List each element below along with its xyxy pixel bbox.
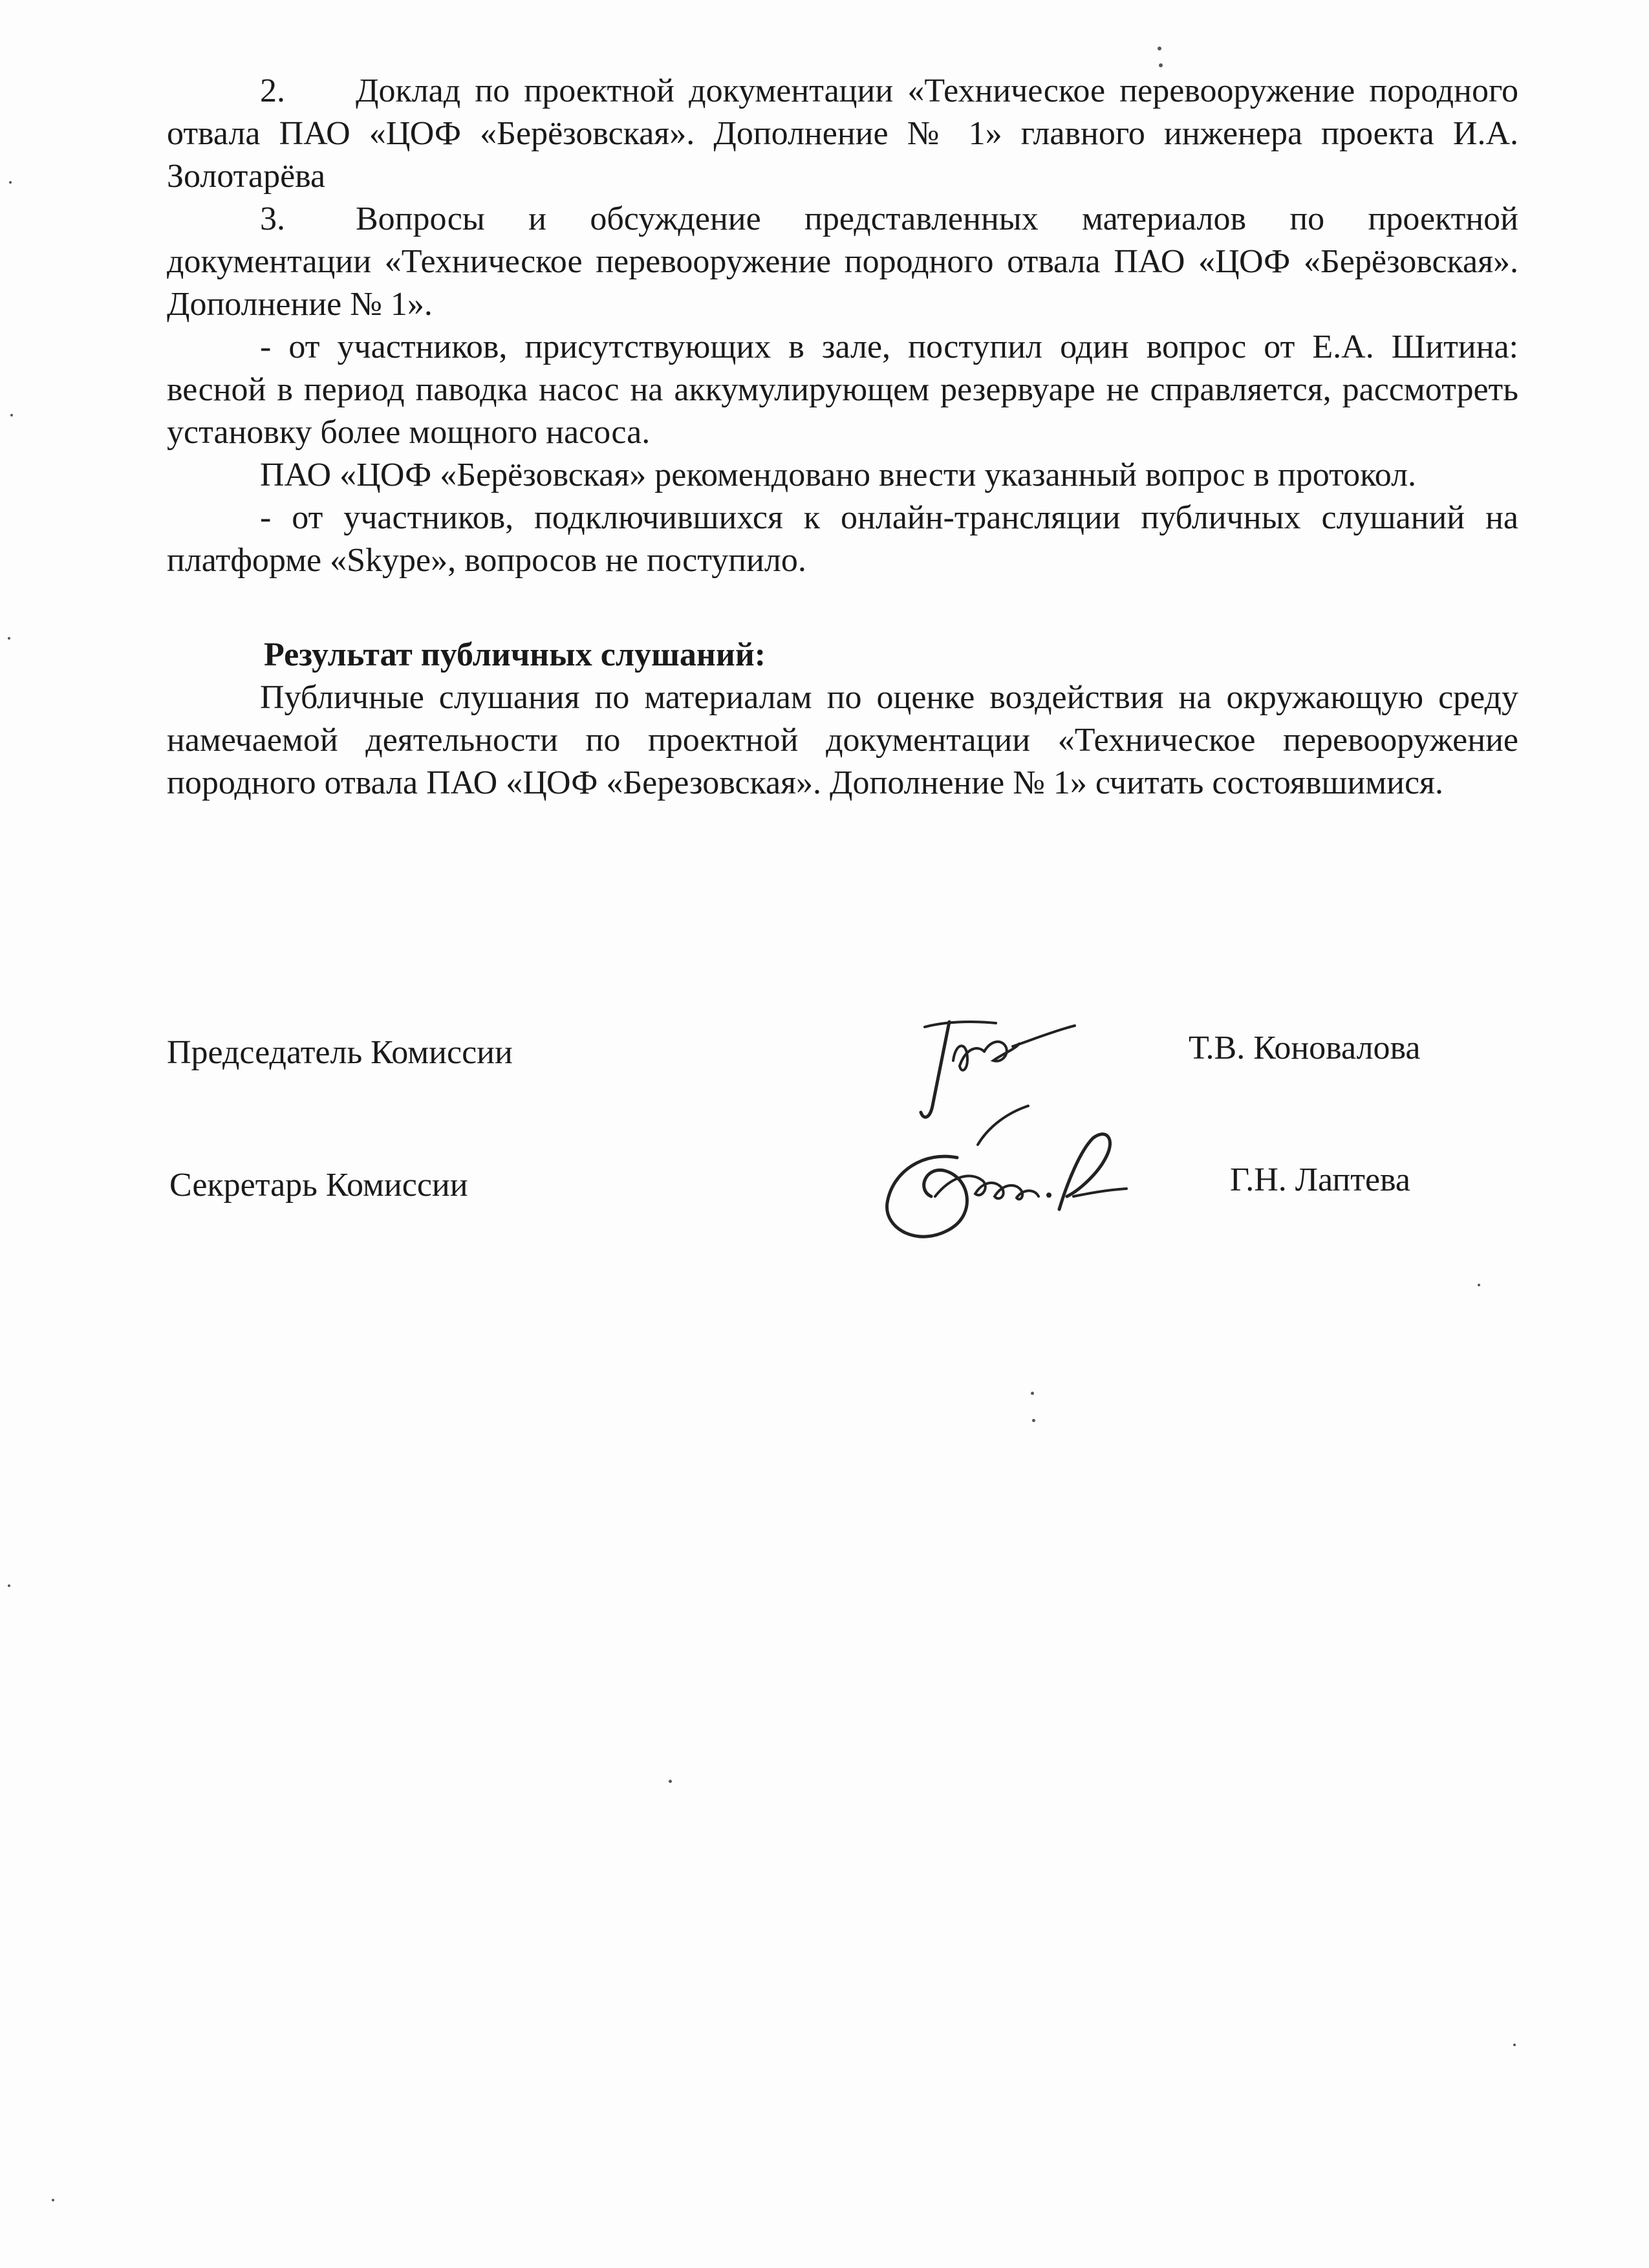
scan-speck: [1513, 2044, 1516, 2046]
agenda-item-number: 2.: [260, 72, 285, 109]
secretary-signature-icon: [873, 1099, 1132, 1268]
scan-speck: [9, 181, 12, 184]
recommendation-paragraph: ПАО «ЦОФ «Берёзовская» рекомендовано внести указанный вопрос в протокол.: [260, 457, 1417, 493]
scan-speck: [1478, 1284, 1480, 1286]
chair-name: Т.В. Коновалова: [1189, 1030, 1421, 1066]
scan-speck: [1032, 1419, 1035, 1422]
document-body: [167, 70, 1518, 805]
hall-question-paragraph: - от участников, присутствующих в зале, поступил один вопрос от Е.А. Шитина: весной в период паводка насос на аккумулирующем резервуаре не справляется, рассмотреть установку более мощного насоса.: [167, 329, 1518, 451]
agenda-item-number: 3.: [260, 200, 285, 237]
scan-speck: [10, 414, 13, 416]
result-heading: Результат публичных слушаний:: [264, 636, 766, 673]
agenda-item-text: Доклад по проектной документации «Техническое перевооружение породного отвала ПАО «ЦОФ «Берёзовская». Дополнение № 1» главного инженера проекта И.А. Золотарёва: [167, 72, 1518, 195]
agenda-item-3: [167, 198, 1518, 326]
agenda-item-text: Вопросы и обсуждение представленных материалов по проектной документации «Техническое перевооружение породного отвала ПАО «ЦОФ «Берёзовская». Дополнение № 1».: [167, 200, 1518, 323]
secretary-name: Г.Н. Лаптева: [1230, 1161, 1410, 1198]
scan-speck: [8, 637, 10, 640]
chair-role-label: Председатель Комиссии: [167, 1034, 513, 1071]
scan-speck: [1158, 47, 1161, 50]
scan-speck: [669, 1780, 672, 1783]
agenda-item-2: [167, 70, 1518, 198]
secretary-role-label: Секретарь Комиссии: [169, 1167, 468, 1204]
result-paragraph: Публичные слушания по материалам по оценке воздействия на окружающую среду намечаемой деятельности по проектной документации «Техническое перевооружение породного отвала ПАО «ЦОФ «Березовская». Дополнение № 1» считать состоявшимися.: [167, 679, 1518, 801]
online-question-paragraph: - от участников, подключившихся к онлайн-трансляции публичных слушаний на платформе «Skype», вопросов не поступило.: [167, 499, 1518, 579]
scan-speck: [52, 2199, 54, 2201]
scan-speck: [1031, 1392, 1034, 1395]
scan-speck: [8, 1584, 10, 1587]
scan-speck: [1159, 63, 1163, 67]
